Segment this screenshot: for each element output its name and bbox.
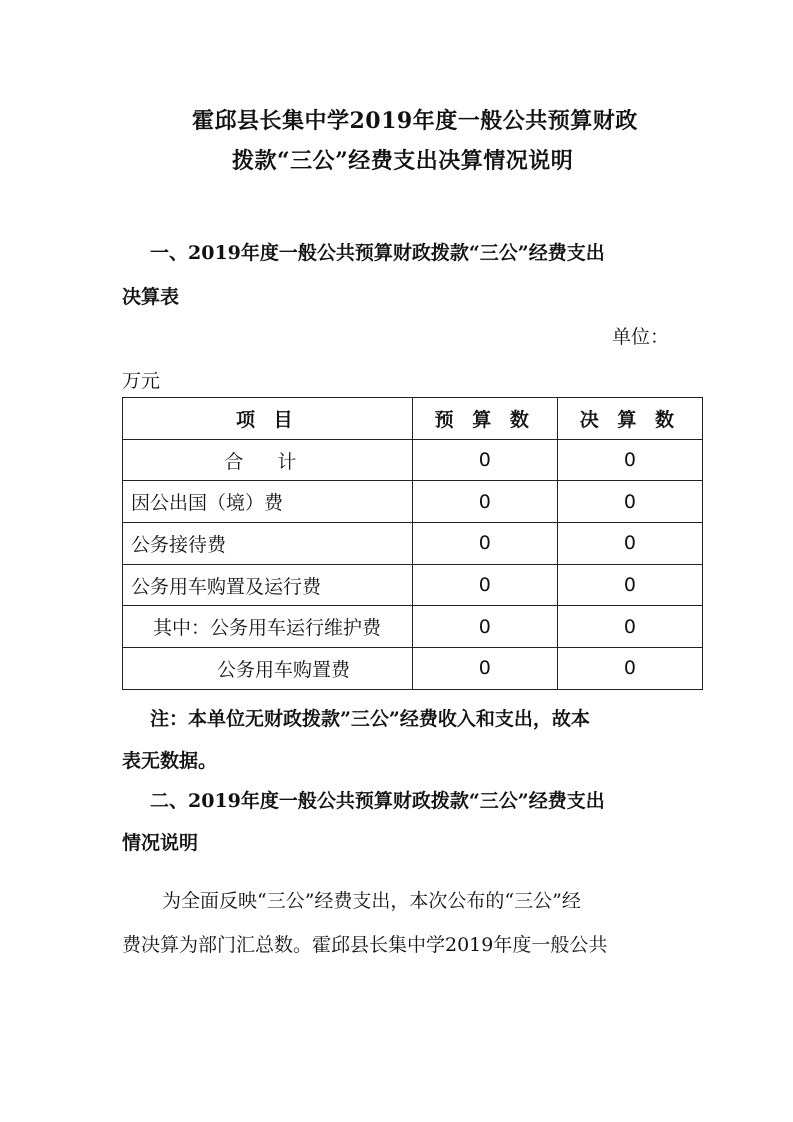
section-1-heading-line-1: 一、2019年度一般公共预算财政拨款“三公”经费支出 bbox=[150, 242, 605, 264]
row-final-value: 0 bbox=[557, 481, 702, 523]
table-note-line-1: 注：本单位无财政拨款”三公”经费收入和支出，故本 bbox=[150, 708, 590, 730]
table-row bbox=[123, 564, 703, 606]
row-item-label: 公务接待费 bbox=[123, 523, 413, 565]
table-row bbox=[123, 481, 703, 523]
section-2-heading-line-2: 情况说明 bbox=[122, 832, 199, 854]
row-item-label: 公务用车购置费 bbox=[123, 648, 413, 690]
header-budget: 预 算 数 bbox=[412, 398, 557, 440]
row-final-value: 0 bbox=[557, 606, 702, 648]
table-row bbox=[123, 648, 703, 690]
row-budget-value: 0 bbox=[412, 564, 557, 606]
row-item-label: 公务用车购置及运行费 bbox=[123, 564, 413, 606]
row-budget-value: 0 bbox=[412, 648, 557, 690]
table-row bbox=[123, 606, 703, 648]
unit-value: 万元 bbox=[122, 370, 161, 392]
document-title-line-2: 拨款“三公”经费支出决算情况说明 bbox=[232, 148, 574, 174]
row-total-final: 0 bbox=[557, 439, 702, 481]
section-2-paragraph-line-1: 为全面反映“三公”经费支出，本次公布的“三公”经 bbox=[162, 890, 581, 912]
section-2-heading-line-1: 二、2019年度一般公共预算财政拨款“三公”经费支出 bbox=[150, 790, 605, 812]
row-final-value: 0 bbox=[557, 564, 702, 606]
row-total-budget: 0 bbox=[412, 439, 557, 481]
row-total-label: 合 计 bbox=[123, 439, 413, 481]
row-item-label: 其中：公务用车运行维护费 bbox=[123, 606, 413, 648]
unit-label: 单位： bbox=[612, 326, 670, 348]
row-budget-value: 0 bbox=[412, 523, 557, 565]
row-budget-value: 0 bbox=[412, 606, 557, 648]
table-row bbox=[123, 523, 703, 565]
expenditure-table bbox=[122, 397, 703, 690]
row-final-value: 0 bbox=[557, 648, 702, 690]
table-row bbox=[123, 439, 703, 481]
table-header-row bbox=[123, 398, 703, 440]
header-final: 决 算 数 bbox=[557, 398, 702, 440]
table-note-line-2: 表无数据。 bbox=[122, 750, 218, 772]
section-2-paragraph-line-2: 费决算为部门汇总数。霍邱县长集中学2019年度一般公共 bbox=[122, 934, 608, 956]
row-final-value: 0 bbox=[557, 523, 702, 565]
document-title-line-1: 霍邱县长集中学2019年度一般公共预算财政 bbox=[192, 108, 638, 134]
section-1-heading-line-2: 决算表 bbox=[122, 286, 180, 308]
header-item: 项 目 bbox=[123, 398, 413, 440]
row-budget-value: 0 bbox=[412, 481, 557, 523]
row-item-label: 因公出国（境）费 bbox=[123, 481, 413, 523]
